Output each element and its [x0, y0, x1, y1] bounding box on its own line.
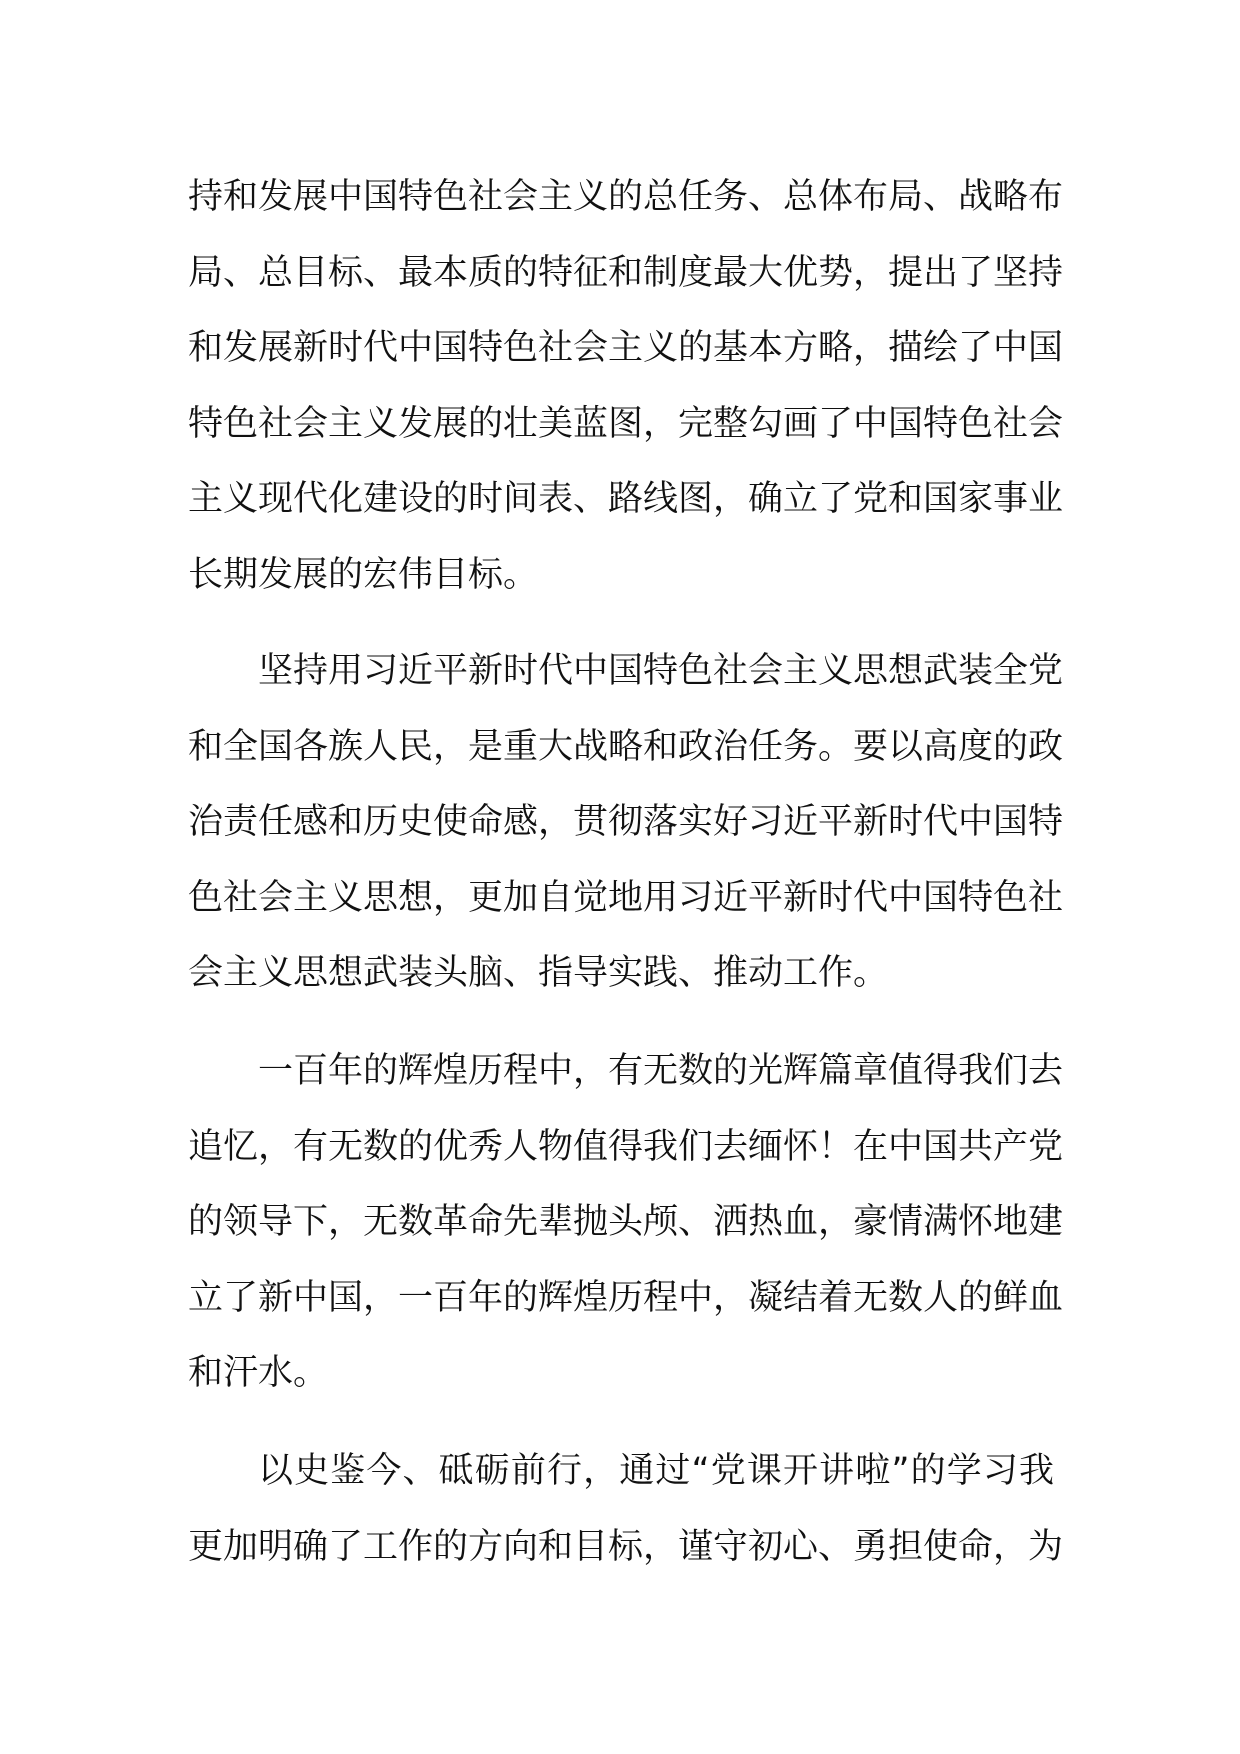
paragraph-line: 以史鉴今、砥砺前行，通过“党课开讲啦”的学习我 — [258, 1451, 1054, 1491]
paragraph-line: 立了新中国，一百年的辉煌历程中，凝结着无数人的鲜血 — [188, 1277, 1064, 1318]
paragraph-line: 色社会主义思想，更加自觉地用习近平新时代中国特色社 — [188, 877, 1064, 918]
paragraph-line: 主义现代化建设的时间表、路线图，确立了党和国家事业 — [188, 479, 1064, 519]
paragraph-line: 和汗水。 — [188, 1353, 329, 1393]
paragraph-4 — [188, 1434, 1064, 1585]
paragraph-line: 持和发展中国特色社会主义的总任务、总体布局、战略布 — [188, 177, 1064, 217]
paragraph-line: 长期发展的宏伟目标。 — [188, 554, 539, 595]
paragraph-2 — [188, 634, 1064, 1012]
paragraph-line: 特色社会主义发展的壮美蓝图，完整勾画了中国特色社会 — [188, 403, 1064, 444]
paragraph-3 — [188, 1034, 1064, 1412]
paragraph-line: 追忆，有无数的优秀人物值得我们去缅怀！在中国共产党 — [188, 1126, 1064, 1167]
paragraph-1 — [188, 160, 1064, 613]
paragraph-line: 一百年的辉煌历程中，有无数的光辉篇章值得我们去 — [258, 1051, 1064, 1091]
paragraph-line: 局、总目标、最本质的特征和制度最大优势，提出了坚持 — [188, 252, 1064, 293]
paragraph-line: 坚持用习近平新时代中国特色社会主义思想武装全党 — [258, 651, 1064, 691]
paragraph-line: 的领导下，无数革命先辈抛头颅、洒热血，豪情满怀地建 — [188, 1202, 1064, 1242]
paragraph-line: 更加明确了工作的方向和目标，谨守初心、勇担使命，为 — [188, 1526, 1064, 1567]
paragraph-line: 会主义思想武装头脑、指导实践、推动工作。 — [188, 953, 889, 993]
paragraph-line: 治责任感和历史使命感，贯彻落实好习近平新时代中国特 — [188, 802, 1064, 842]
paragraph-line: 和全国各族人民，是重大战略和政治任务。要以高度的政 — [188, 726, 1064, 767]
paragraph-line: 和发展新时代中国特色社会主义的基本方略，描绘了中国 — [188, 328, 1064, 368]
